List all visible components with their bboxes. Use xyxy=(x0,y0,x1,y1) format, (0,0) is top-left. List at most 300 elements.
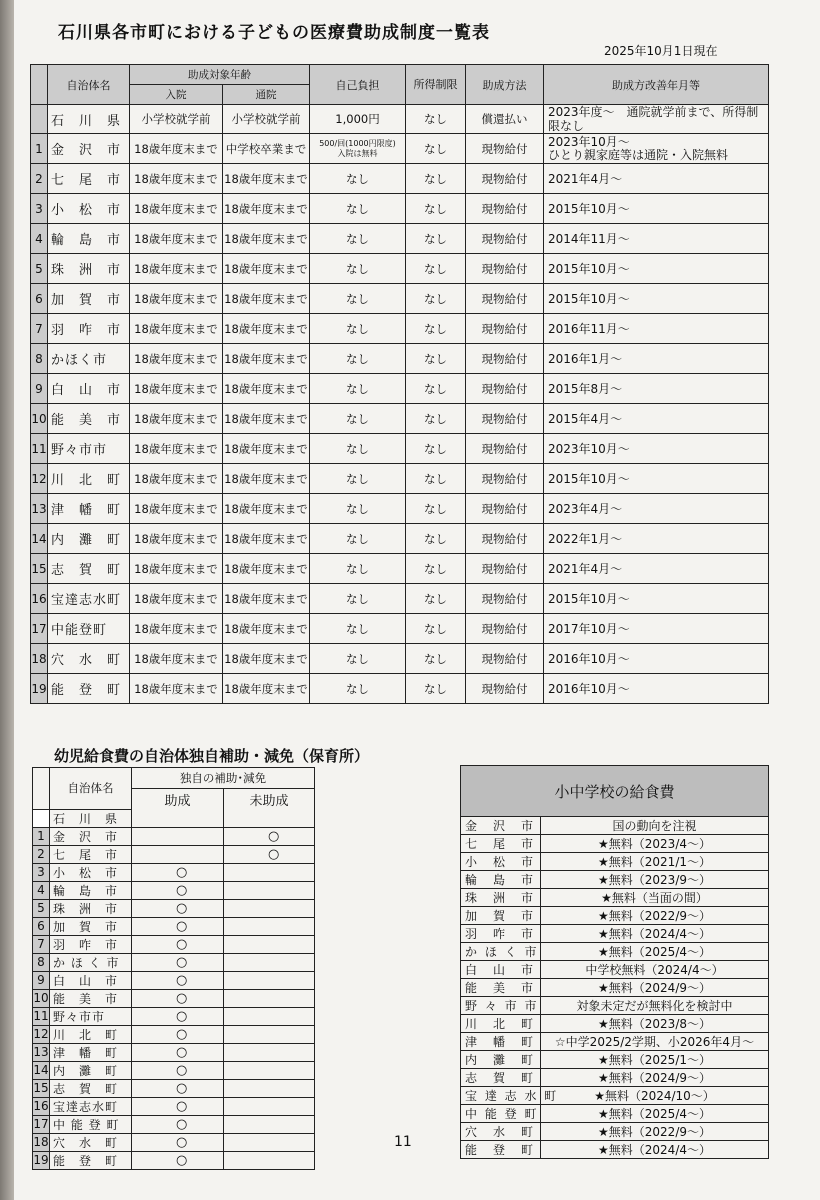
row-number: 7 xyxy=(33,935,50,953)
header-blank xyxy=(31,65,48,105)
outpatient-age: 18歳年度末まで xyxy=(223,434,310,464)
table-row-prefecture xyxy=(33,809,315,827)
municipality-name: 七 尾 市 xyxy=(461,835,541,853)
municipality-name: 石 川 県 xyxy=(50,809,132,827)
municipality-name: か ほ く 市 xyxy=(461,943,541,961)
improvement: 2023年10月～ xyxy=(544,434,769,464)
medical-subsidy-table xyxy=(30,64,769,704)
row-number: 4 xyxy=(33,881,50,899)
income-limit: なし xyxy=(406,434,466,464)
lunch-status: 国の動向を注視 xyxy=(541,817,769,835)
outpatient-age: 小学校就学前 xyxy=(223,105,310,134)
municipality-name: 珠 洲 市 xyxy=(48,254,130,284)
income-limit: なし xyxy=(406,464,466,494)
not-subsidized-mark xyxy=(224,1043,315,1061)
row-number: 9 xyxy=(33,971,50,989)
outpatient-age: 18歳年度末まで xyxy=(223,164,310,194)
municipality-name: 羽 咋 市 xyxy=(461,925,541,943)
row-number: 9 xyxy=(31,374,48,404)
not-subsidized-mark xyxy=(224,953,315,971)
subsidized-mark: ○ xyxy=(132,863,224,881)
municipality-name: 穴 水 町 xyxy=(48,644,130,674)
table-row xyxy=(31,584,769,614)
municipality-name: 津 幡 町 xyxy=(461,1033,541,1051)
copay: 1,000円 xyxy=(310,105,406,134)
row-number: 6 xyxy=(33,917,50,935)
improvement: 2023年10月～ ひとり親家庭等は通院・入院無料 xyxy=(544,134,769,164)
subsidized-mark: ○ xyxy=(132,935,224,953)
income-limit: なし xyxy=(406,584,466,614)
municipality-name: 能 美 市 xyxy=(461,979,541,997)
table-row xyxy=(461,925,769,943)
row-number: 10 xyxy=(33,991,49,1005)
inpatient-age: 小学校就学前 xyxy=(130,105,223,134)
copay: なし xyxy=(310,614,406,644)
table-row xyxy=(31,644,769,674)
improvement: 2016年10月～ xyxy=(544,644,769,674)
municipality-name: 輪 島 市 xyxy=(50,881,132,899)
outpatient-age: 18歳年度末まで xyxy=(223,224,310,254)
table-row xyxy=(33,1025,315,1043)
header-blank xyxy=(33,768,50,810)
income-limit: なし xyxy=(406,284,466,314)
row-number: 16 xyxy=(31,584,48,614)
table-row xyxy=(33,1079,315,1097)
table-row xyxy=(33,1097,315,1115)
row-number: 6 xyxy=(31,284,48,314)
municipality-name: 能 登 町 xyxy=(461,1141,541,1159)
table-row xyxy=(31,674,769,704)
improvement: 2015年10月～ xyxy=(544,194,769,224)
row-number: 19 xyxy=(31,674,48,704)
subsidized-mark: ○ xyxy=(132,1043,224,1061)
table-row xyxy=(461,1123,769,1141)
row-number: 3 xyxy=(31,194,48,224)
method: 現物給付 xyxy=(466,194,544,224)
inpatient-age: 18歳年度末まで xyxy=(130,644,223,674)
not-subsidized-mark xyxy=(224,917,315,935)
method: 現物給付 xyxy=(466,254,544,284)
lunch-status: ★無料（2021/1～） xyxy=(541,853,769,871)
outpatient-age: 18歳年度末まで xyxy=(223,254,310,284)
inpatient-age: 18歳年度末まで xyxy=(130,494,223,524)
municipality-name: かほく市 xyxy=(48,344,130,374)
inpatient-age: 18歳年度末まで xyxy=(130,554,223,584)
municipality-name: 宝達志水町 xyxy=(50,1097,132,1115)
outpatient-age: 18歳年度末まで xyxy=(223,674,310,704)
row-number: 2 xyxy=(33,845,50,863)
row-number: 1 xyxy=(33,827,50,845)
improvement: 2015年10月～ xyxy=(544,254,769,284)
municipality-name: 川 北 町 xyxy=(48,464,130,494)
municipality-name: 内 灘 町 xyxy=(50,1061,132,1079)
table-row xyxy=(31,314,769,344)
not-subsidized-mark xyxy=(224,1097,315,1115)
table-row xyxy=(31,284,769,314)
not-subsidized-mark: ○ xyxy=(224,845,315,863)
copay: なし xyxy=(310,434,406,464)
table-row xyxy=(31,434,769,464)
municipality-name: 川 北 町 xyxy=(461,1015,541,1033)
inpatient-age: 18歳年度末まで xyxy=(130,434,223,464)
table-row xyxy=(31,194,769,224)
municipality-name: 加 賀 市 xyxy=(48,284,130,314)
table-row xyxy=(31,224,769,254)
row-number: 17 xyxy=(33,1117,49,1131)
table-row xyxy=(31,554,769,584)
subsidized-mark: ○ xyxy=(132,989,224,1007)
inpatient-age: 18歳年度末まで xyxy=(130,254,223,284)
table-row xyxy=(33,863,315,881)
header-method: 助成方法 xyxy=(466,65,544,105)
lunch-status: ★無料（2022/9～） xyxy=(541,1123,769,1141)
method: 現物給付 xyxy=(466,644,544,674)
municipality-name: 宝達志水町 xyxy=(48,584,130,614)
as-of-date: 2025年10月1日現在 xyxy=(604,44,718,58)
preschool-meal-table xyxy=(32,767,315,1170)
not-subsidized-mark xyxy=(224,1151,315,1169)
row-number: 8 xyxy=(31,344,48,374)
income-limit: なし xyxy=(406,314,466,344)
header-outpatient: 通院 xyxy=(223,85,310,105)
income-limit: なし xyxy=(406,164,466,194)
table-row xyxy=(461,943,769,961)
not-subsidized-mark xyxy=(224,971,315,989)
subsidized-mark: ○ xyxy=(132,1079,224,1097)
outpatient-age: 18歳年度末まで xyxy=(223,314,310,344)
outpatient-age: 18歳年度末まで xyxy=(223,374,310,404)
header-age: 助成対象年齢 xyxy=(130,65,310,85)
outpatient-age: 18歳年度末まで xyxy=(223,554,310,584)
improvement: 2016年1月～ xyxy=(544,344,769,374)
table-row xyxy=(31,164,769,194)
method: 現物給付 xyxy=(466,374,544,404)
lunch-status: ★無料（2024/9～） xyxy=(541,1069,769,1087)
table-row xyxy=(31,614,769,644)
header-not-subsidized: 未助成 xyxy=(224,789,315,810)
outpatient-age: 18歳年度末まで xyxy=(223,644,310,674)
income-limit: なし xyxy=(406,644,466,674)
row-number: 14 xyxy=(31,524,48,554)
table-row xyxy=(31,374,769,404)
row-number xyxy=(33,809,50,827)
improvement: 2022年1月～ xyxy=(544,524,769,554)
table-row xyxy=(461,1051,769,1069)
table-row xyxy=(31,134,769,164)
table-row xyxy=(461,853,769,871)
table-row xyxy=(33,881,315,899)
municipality-name: 能 美 市 xyxy=(48,404,130,434)
income-limit: なし xyxy=(406,404,466,434)
lunch-status: 中学校無料（2024/4～） xyxy=(541,961,769,979)
row-number: 7 xyxy=(31,314,48,344)
improvement: 2023年度～ 通院就学前まで、所得制限なし xyxy=(544,105,769,134)
municipality-name: 金 沢 市 xyxy=(48,134,130,164)
school-lunch-heading: 小中学校の給食費 xyxy=(461,766,769,817)
lunch-status: ★無料（2023/4～） xyxy=(541,835,769,853)
table-row xyxy=(33,971,315,989)
subsidized-mark: ○ xyxy=(132,1097,224,1115)
municipality-name: か ほ く 市 xyxy=(50,953,132,971)
method: 現物給付 xyxy=(466,284,544,314)
subsidized-mark: ○ xyxy=(132,1133,224,1151)
municipality-name: 中 能 登 町 xyxy=(50,1115,132,1133)
municipality-name: 野 々 市 市 xyxy=(461,997,541,1015)
subsidized-mark: ○ xyxy=(132,1007,224,1025)
inpatient-age: 18歳年度末まで xyxy=(130,374,223,404)
municipality-name: 穴 水 町 xyxy=(461,1123,541,1141)
row-number: 18 xyxy=(33,1135,49,1149)
copay: なし xyxy=(310,374,406,404)
method: 現物給付 xyxy=(466,584,544,614)
row-number: 5 xyxy=(31,254,48,284)
municipality-name: 津 幡 町 xyxy=(48,494,130,524)
row-number: 17 xyxy=(31,614,48,644)
not-subsidized-mark: ○ xyxy=(224,827,315,845)
municipality-name: 白 山 市 xyxy=(48,374,130,404)
improvement: 2016年10月～ xyxy=(544,674,769,704)
lunch-status: ★無料（2024/4～） xyxy=(541,925,769,943)
method: 現物給付 xyxy=(466,134,544,164)
income-limit: なし xyxy=(406,614,466,644)
municipality-name: 内 灘 町 xyxy=(48,524,130,554)
municipality-name: 七 尾 市 xyxy=(48,164,130,194)
income-limit: なし xyxy=(406,105,466,134)
copay: なし xyxy=(310,284,406,314)
page-binding xyxy=(0,0,14,1200)
table-row xyxy=(31,524,769,554)
subsidized-mark: ○ xyxy=(132,1151,224,1169)
income-limit: なし xyxy=(406,194,466,224)
municipality-name: 羽 咋 市 xyxy=(50,935,132,953)
not-subsidized-mark xyxy=(224,1025,315,1043)
outpatient-age: 18歳年度末まで xyxy=(223,614,310,644)
inpatient-age: 18歳年度末まで xyxy=(130,314,223,344)
subsidized-mark: ○ xyxy=(132,917,224,935)
method: 現物給付 xyxy=(466,674,544,704)
municipality-name: 志 賀 町 xyxy=(461,1069,541,1087)
copay: なし xyxy=(310,224,406,254)
row-number: 5 xyxy=(33,899,50,917)
outpatient-age: 18歳年度末まで xyxy=(223,194,310,224)
table-row xyxy=(33,845,315,863)
municipality-name: 内 灘 町 xyxy=(461,1051,541,1069)
income-limit: なし xyxy=(406,374,466,404)
table-row xyxy=(461,1069,769,1087)
income-limit: なし xyxy=(406,674,466,704)
header-inpatient: 入院 xyxy=(130,85,223,105)
table-row xyxy=(33,1151,315,1169)
municipality-name: 志 賀 町 xyxy=(50,1079,132,1097)
table-row xyxy=(33,1007,315,1025)
inpatient-age: 18歳年度末まで xyxy=(130,614,223,644)
header-municipality: 自治体名 xyxy=(48,65,130,105)
improvement: 2015年8月～ xyxy=(544,374,769,404)
row-number xyxy=(31,105,48,134)
table-row xyxy=(461,835,769,853)
municipality-name: 石 川 県 xyxy=(48,105,130,134)
inpatient-age: 18歳年度末まで xyxy=(130,344,223,374)
municipality-name: 志 賀 町 xyxy=(48,554,130,584)
document-page xyxy=(14,0,820,1200)
municipality-name: 輪 島 市 xyxy=(461,871,541,889)
municipality-name: 小 松 市 xyxy=(50,863,132,881)
row-number: 8 xyxy=(33,953,50,971)
municipality-name: 中能登町 xyxy=(48,614,130,644)
table-row xyxy=(461,997,769,1015)
row-number: 3 xyxy=(33,863,50,881)
header-own-support: 独自の補助･減免 xyxy=(132,768,315,789)
lunch-status: ★無料（2024/9～） xyxy=(541,979,769,997)
copay: なし xyxy=(310,194,406,224)
improvement: 2014年11月～ xyxy=(544,224,769,254)
income-limit: なし xyxy=(406,254,466,284)
inpatient-age: 18歳年度末まで xyxy=(130,524,223,554)
page-number: 11 xyxy=(394,1134,412,1150)
inpatient-age: 18歳年度末まで xyxy=(130,194,223,224)
lunch-status: ★無料（2025/1～） xyxy=(541,1051,769,1069)
method: 現物給付 xyxy=(466,614,544,644)
municipality-name: 川 北 町 xyxy=(50,1025,132,1043)
table-row xyxy=(33,953,315,971)
row-number: 19 xyxy=(33,1153,49,1167)
municipality-name: 野々市市 xyxy=(48,434,130,464)
method: 現物給付 xyxy=(466,164,544,194)
municipality-name: 珠 洲 市 xyxy=(50,899,132,917)
not-subsidized-mark xyxy=(224,1133,315,1151)
subsidized-mark xyxy=(132,827,224,845)
table-row xyxy=(31,404,769,434)
method: 現物給付 xyxy=(466,494,544,524)
subsidized-mark: ○ xyxy=(132,1061,224,1079)
row-number: 1 xyxy=(31,134,48,164)
outpatient-age: 18歳年度末まで xyxy=(223,344,310,374)
row-number: 18 xyxy=(31,644,48,674)
subsidized-mark: ○ xyxy=(132,1115,224,1133)
copay: なし xyxy=(310,554,406,584)
row-number: 11 xyxy=(33,1009,49,1023)
table-row xyxy=(33,1061,315,1079)
income-limit: なし xyxy=(406,224,466,254)
improvement: 2015年10月～ xyxy=(544,584,769,614)
method: 償還払い xyxy=(466,105,544,134)
table-row xyxy=(33,1115,315,1133)
lunch-status: ★無料（2024/10～） xyxy=(541,1087,769,1105)
row-number: 15 xyxy=(33,1081,49,1095)
table-row xyxy=(461,1033,769,1051)
subsidized-mark: ○ xyxy=(132,899,224,917)
inpatient-age: 18歳年度末まで xyxy=(130,404,223,434)
municipality-name: 小 松 市 xyxy=(461,853,541,871)
municipality-name: 輪 島 市 xyxy=(48,224,130,254)
improvement: 2023年4月～ xyxy=(544,494,769,524)
municipality-name: 能 登 町 xyxy=(50,1151,132,1169)
municipality-name: 七 尾 市 xyxy=(50,845,132,863)
subsidized-cell xyxy=(132,809,224,827)
header-municipality: 自治体名 xyxy=(50,768,132,810)
income-limit: なし xyxy=(406,494,466,524)
outpatient-age: 18歳年度末まで xyxy=(223,404,310,434)
row-number: 12 xyxy=(31,464,48,494)
table-row xyxy=(33,1043,315,1061)
table-row-prefecture xyxy=(31,105,769,134)
improvement: 2017年10月～ xyxy=(544,614,769,644)
row-number: 2 xyxy=(31,164,48,194)
outpatient-age: 中学校卒業まで xyxy=(223,134,310,164)
header-copay: 自己負担 xyxy=(310,65,406,105)
municipality-name: 加 賀 市 xyxy=(50,917,132,935)
income-limit: なし xyxy=(406,134,466,164)
municipality-name: 金 沢 市 xyxy=(461,817,541,835)
page-title: 石川県各市町における子どもの医療費助成制度一覧表 xyxy=(58,23,490,43)
table-row xyxy=(33,827,315,845)
municipality-name: 穴 水 町 xyxy=(50,1133,132,1151)
school-lunch-table xyxy=(460,765,769,1159)
copay: なし xyxy=(310,164,406,194)
row-number: 10 xyxy=(31,404,48,434)
lunch-status: ★無料（2022/9～） xyxy=(541,907,769,925)
row-number: 11 xyxy=(31,434,48,464)
municipality-name: 金 沢 市 xyxy=(50,827,132,845)
not-subsidized-mark xyxy=(224,899,315,917)
method: 現物給付 xyxy=(466,524,544,554)
improvement: 2015年10月～ xyxy=(544,464,769,494)
municipality-name: 白 山 市 xyxy=(461,961,541,979)
row-number: 15 xyxy=(31,554,48,584)
municipality-name: 白 山 市 xyxy=(50,971,132,989)
table-row xyxy=(33,899,315,917)
table-row xyxy=(31,254,769,284)
inpatient-age: 18歳年度末まで xyxy=(130,464,223,494)
table-row xyxy=(461,1015,769,1033)
municipality-name: 能 美 市 xyxy=(50,989,132,1007)
header-subsidized: 助成 xyxy=(132,789,224,810)
table-row xyxy=(461,1105,769,1123)
lunch-status: ★無料（2025/4～） xyxy=(541,1105,769,1123)
not-subsidized-mark xyxy=(224,989,315,1007)
copay: なし xyxy=(310,494,406,524)
improvement: 2016年11月～ xyxy=(544,314,769,344)
lunch-status: ★無料（2023/9～） xyxy=(541,871,769,889)
method: 現物給付 xyxy=(466,434,544,464)
municipality-name: 加 賀 市 xyxy=(461,907,541,925)
table-row xyxy=(461,907,769,925)
table-row xyxy=(33,1133,315,1151)
not-subsidized-mark xyxy=(224,1007,315,1025)
lunch-status: ☆中学2025/2学期、小2026年4月～ xyxy=(541,1033,769,1051)
copay: なし xyxy=(310,524,406,554)
outpatient-age: 18歳年度末まで xyxy=(223,584,310,614)
row-number: 4 xyxy=(31,224,48,254)
inpatient-age: 18歳年度末まで xyxy=(130,584,223,614)
municipality-name: 羽 咋 市 xyxy=(48,314,130,344)
row-number: 16 xyxy=(33,1099,49,1113)
inpatient-age: 18歳年度末まで xyxy=(130,134,223,164)
method: 現物給付 xyxy=(466,314,544,344)
lunch-status: ★無料（2025/4～） xyxy=(541,943,769,961)
copay: なし xyxy=(310,404,406,434)
table-row xyxy=(33,935,315,953)
not-subsidized-mark xyxy=(224,935,315,953)
subsidized-mark: ○ xyxy=(132,953,224,971)
outpatient-age: 18歳年度末まで xyxy=(223,464,310,494)
subsidized-mark: ○ xyxy=(132,1025,224,1043)
table-row xyxy=(31,464,769,494)
improvement: 2015年4月～ xyxy=(544,404,769,434)
municipality-name: 小 松 市 xyxy=(48,194,130,224)
inpatient-age: 18歳年度末まで xyxy=(130,164,223,194)
not-subsidized-mark xyxy=(224,863,315,881)
